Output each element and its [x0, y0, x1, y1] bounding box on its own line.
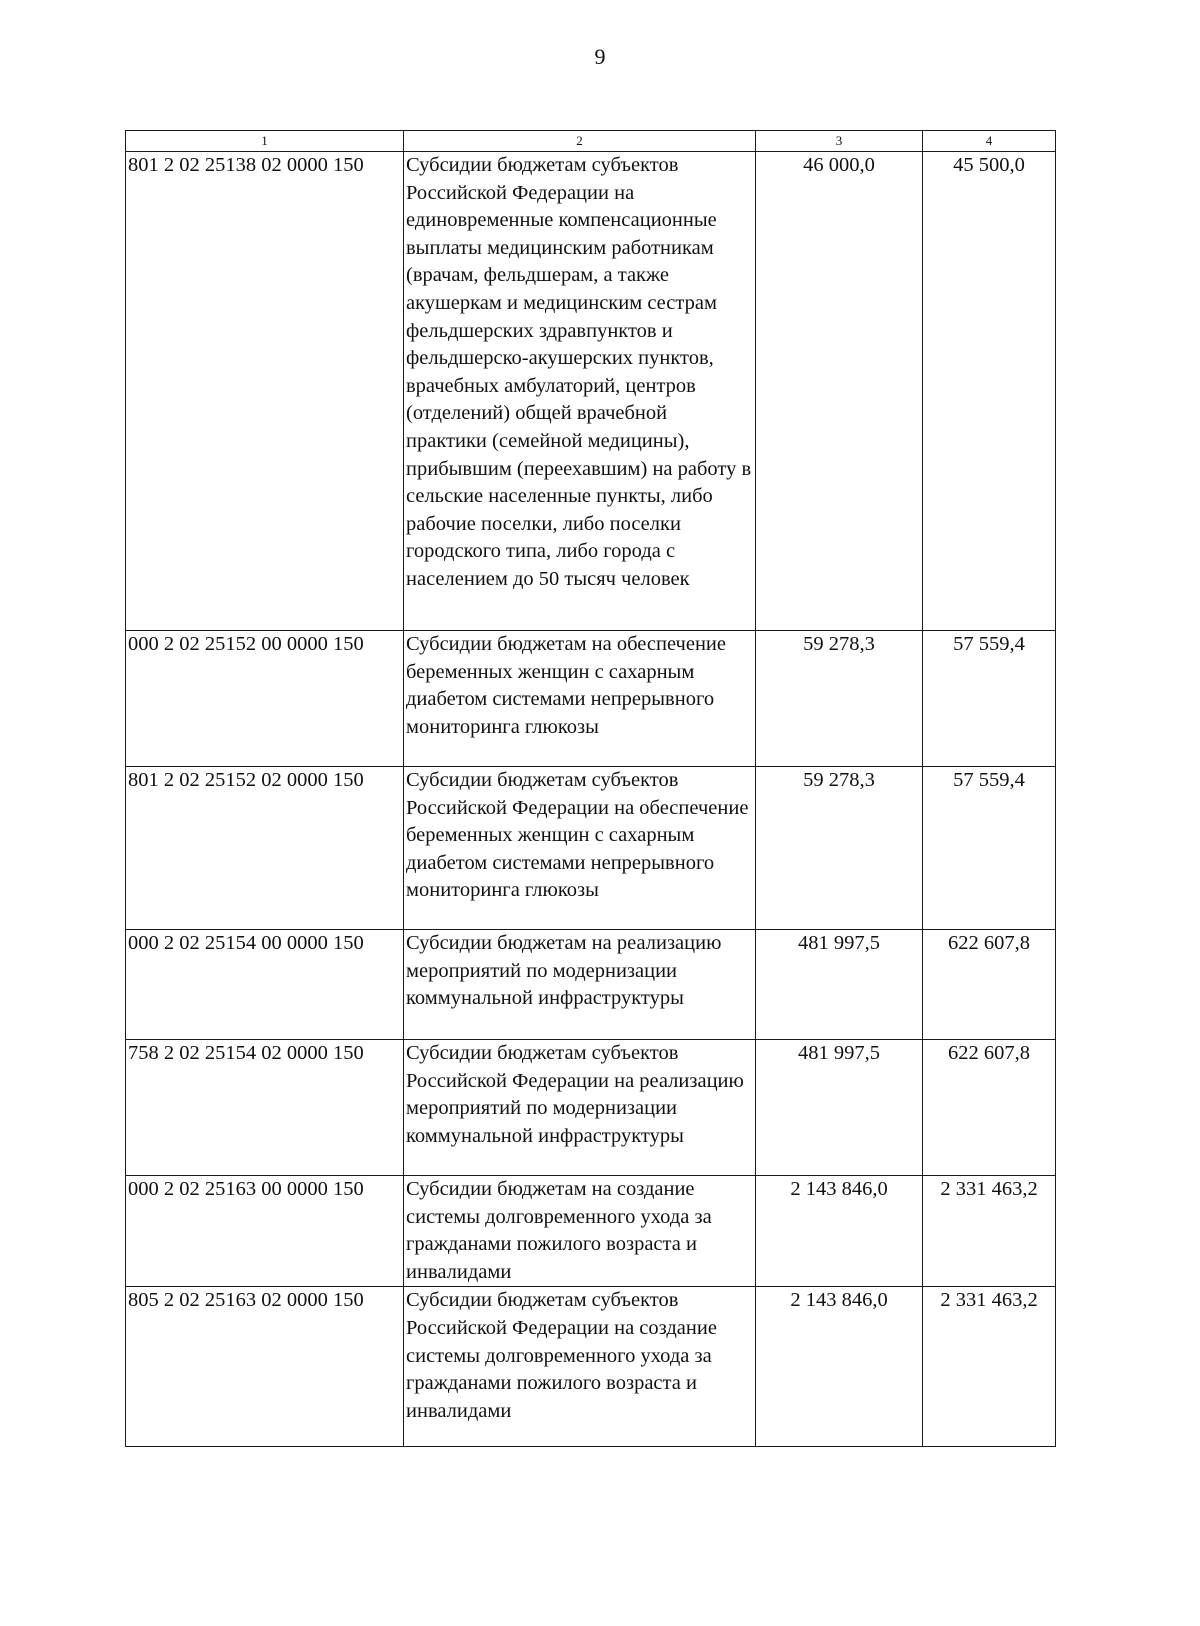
income-description: Субсидии бюджетам на обеспечение беременных женщин с сахарным диабетом системами непрерывного мониторинга глюкозы: [404, 631, 756, 767]
value-column-4: 57 559,4: [923, 631, 1056, 767]
table-row: [126, 1176, 1056, 1287]
table-header-row: [126, 131, 1056, 152]
budget-code: 801 2 02 25138 02 0000 150: [126, 152, 404, 631]
table-row: [126, 152, 1056, 631]
value-column-3: 59 278,3: [756, 767, 923, 930]
budget-code: 000 2 02 25154 00 0000 150: [126, 930, 404, 1040]
value-column-3: 481 997,5: [756, 1040, 923, 1176]
budget-code: 000 2 02 25152 00 0000 150: [126, 631, 404, 767]
column-header-2: 2: [404, 131, 756, 152]
income-description: Субсидии бюджетам субъектов Российской Федерации на реализацию мероприятий по модернизации коммунальной инфраструктуры: [404, 1040, 756, 1176]
value-column-4: 622 607,8: [923, 930, 1056, 1040]
value-column-3: 481 997,5: [756, 930, 923, 1040]
income-description: Субсидии бюджетам на реализацию мероприятий по модернизации коммунальной инфраструктуры: [404, 930, 756, 1040]
value-column-3: 59 278,3: [756, 631, 923, 767]
value-column-4: 622 607,8: [923, 1040, 1056, 1176]
budget-table: [125, 130, 1056, 1447]
income-description: Субсидии бюджетам субъектов Российской Федерации на единовременные компенсационные выплаты медицинским работникам (врачам, фельдшерам, а также акушеркам и медицинским сестрам фельдшерских здравпунктов и фельдшерско-акушерских пунктов, врачебных амбулаторий, центров (отделений) общей врачебной практики (семейной медицины), прибывшим (переехавшим) на работу в сельские населенные пункты, либо рабочие поселки, либо поселки городского типа, либо города с населением до 50 тысяч человек: [404, 152, 756, 631]
value-column-4: 45 500,0: [923, 152, 1056, 631]
table-row: [126, 1287, 1056, 1447]
budget-code: 801 2 02 25152 02 0000 150: [126, 767, 404, 930]
table-row: [126, 767, 1056, 930]
income-description: Субсидии бюджетам субъектов Российской Федерации на обеспечение беременных женщин с сахарным диабетом системами непрерывного мониторинга глюкозы: [404, 767, 756, 930]
page-number: 9: [594, 44, 606, 69]
value-column-3: 2 143 846,0: [756, 1176, 923, 1287]
income-description: Субсидии бюджетам на создание системы долговременного ухода за гражданами пожилого возраста и инвалидами: [404, 1176, 756, 1287]
budget-code: 000 2 02 25163 00 0000 150: [126, 1176, 404, 1287]
value-column-4: 2 331 463,2: [923, 1287, 1056, 1447]
income-description: Субсидии бюджетам субъектов Российской Федерации на создание системы долговременного ухода за гражданами пожилого возраста и инвалидами: [404, 1287, 756, 1447]
table-row: [126, 1040, 1056, 1176]
table-row: [126, 631, 1056, 767]
value-column-4: 57 559,4: [923, 767, 1056, 930]
column-header-4: 4: [923, 131, 1056, 152]
budget-code: 758 2 02 25154 02 0000 150: [126, 1040, 404, 1176]
value-column-4: 2 331 463,2: [923, 1176, 1056, 1287]
column-header-3: 3: [756, 131, 923, 152]
value-column-3: 2 143 846,0: [756, 1287, 923, 1447]
table-row: [126, 930, 1056, 1040]
value-column-3: 46 000,0: [756, 152, 923, 631]
budget-code: 805 2 02 25163 02 0000 150: [126, 1287, 404, 1447]
column-header-1: 1: [126, 131, 404, 152]
